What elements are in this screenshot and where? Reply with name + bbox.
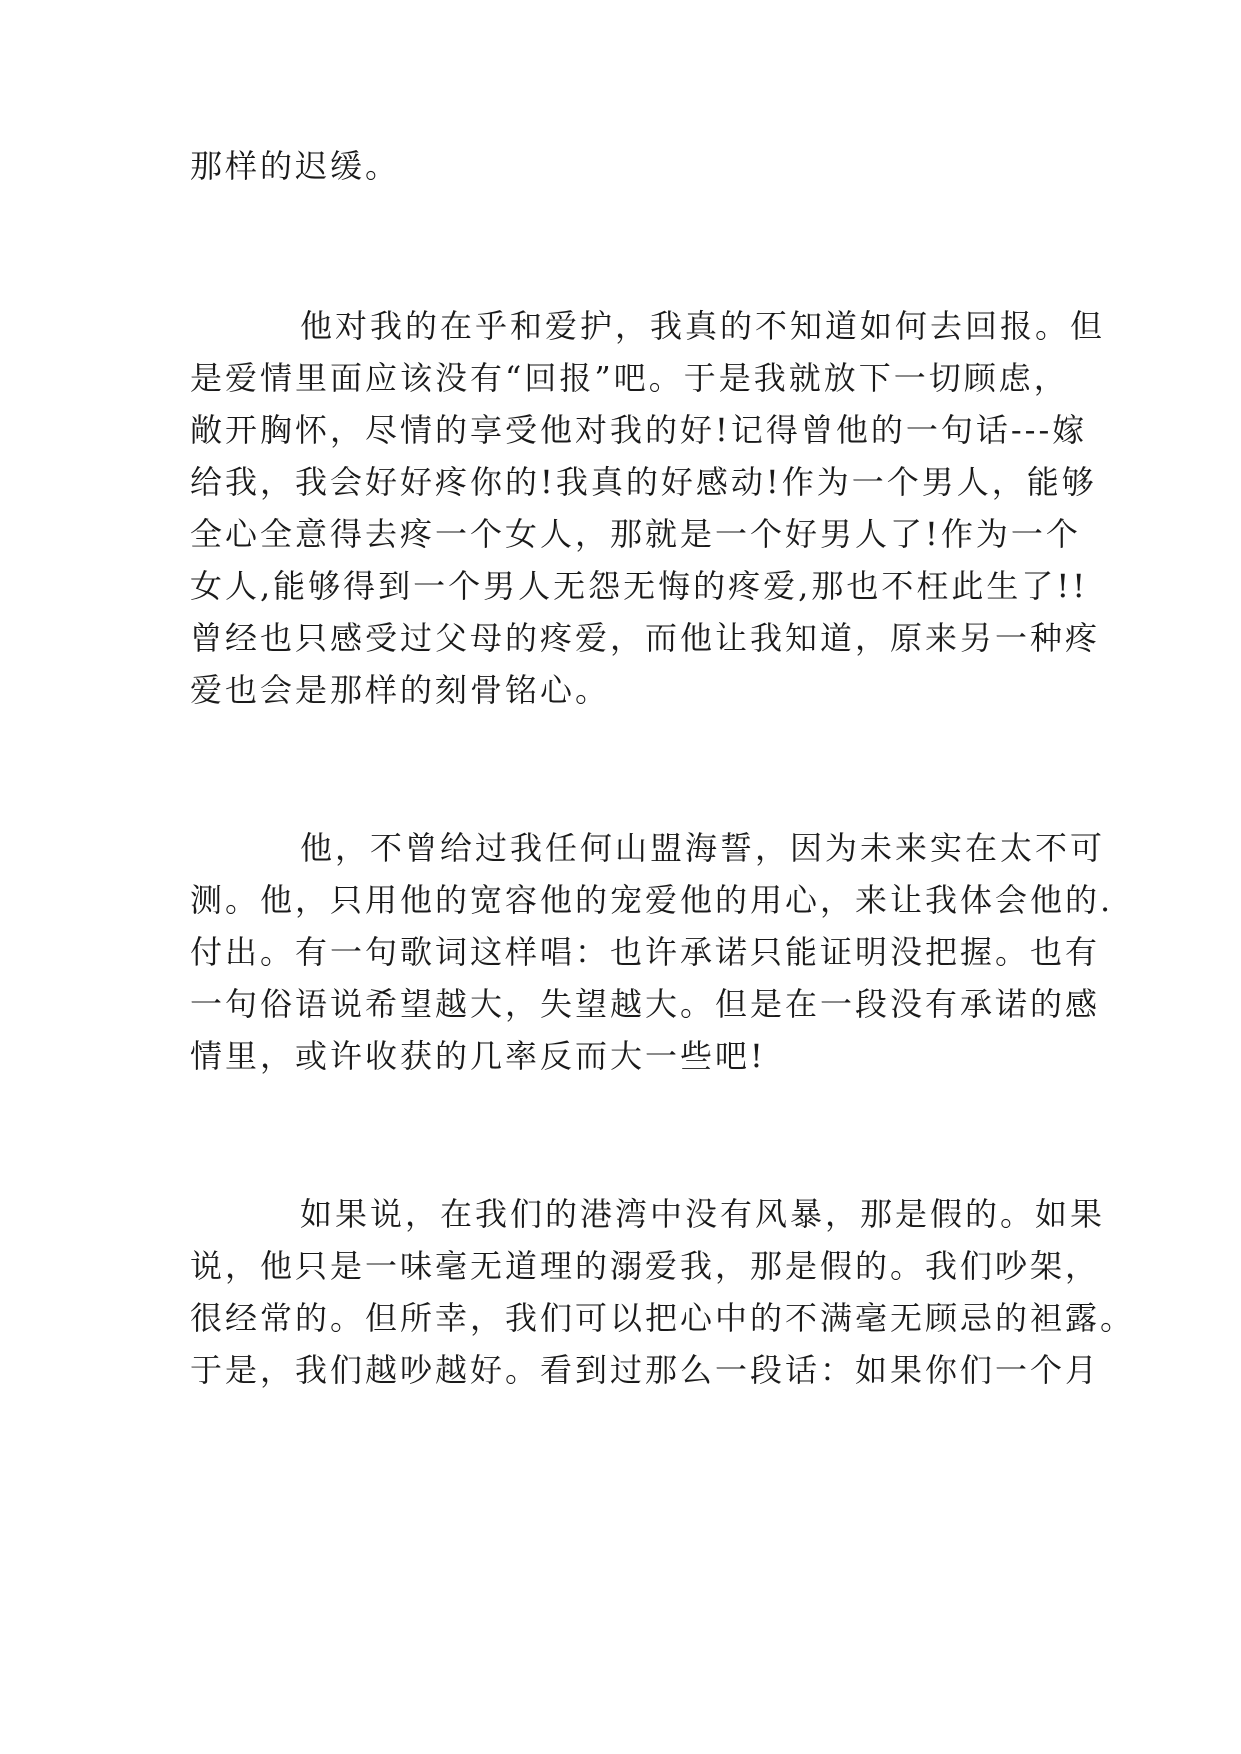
text-line: 情里，或许收获的几率反而大一些吧! — [190, 1037, 766, 1075]
text-line: 全心全意得去疼一个女人，那就是一个好男人了!作为一个 — [190, 515, 1081, 553]
text-line: 给我，我会好好疼你的!我真的好感动!作为一个男人，能够 — [190, 463, 1097, 501]
text-line: 他，不曾给过我任何山盟海誓，因为未来实在太不可 — [300, 829, 1106, 867]
text-line: 说，他只是一味毫无道理的溺爱我，那是假的。我们吵架， — [190, 1247, 1101, 1285]
text-line: 那样的迟缓。 — [190, 147, 401, 185]
text-line: 曾经也只感受过父母的疼爱，而他让我知道，原来另一种疼 — [190, 619, 1101, 657]
text-line: 于是，我们越吵越好。看到过那么一段话：如果你们一个月 — [190, 1351, 1101, 1389]
text-line: 敞开胸怀，尽情的享受他对我的好!记得曾他的一句话---嫁 — [190, 411, 1088, 449]
text-line: 一句俗语说希望越大，失望越大。但是在一段没有承诺的感 — [190, 985, 1101, 1023]
text-line: 测。他，只用他的宽容他的宠爱他的用心，来让我体会他的. — [190, 881, 1114, 919]
text-line: 如果说，在我们的港湾中没有风暴，那是假的。如果 — [300, 1195, 1106, 1233]
text-line: 很经常的。但所幸，我们可以把心中的不满毫无顾忌的袒露。 — [190, 1299, 1136, 1337]
text-line: 他对我的在乎和爱护，我真的不知道如何去回报。但 — [300, 307, 1106, 345]
text-line: 爱也会是那样的刻骨铭心。 — [190, 671, 611, 709]
text-line: 付出。有一句歌词这样唱：也许承诺只能证明没把握。也有 — [190, 933, 1101, 971]
text-line: 女人,能够得到一个男人无怨无悔的疼爱,那也不枉此生了!! — [190, 567, 1089, 605]
text-line: 是爱情里面应该没有“回报”吧。于是我就放下一切顾虑， — [190, 359, 1069, 397]
